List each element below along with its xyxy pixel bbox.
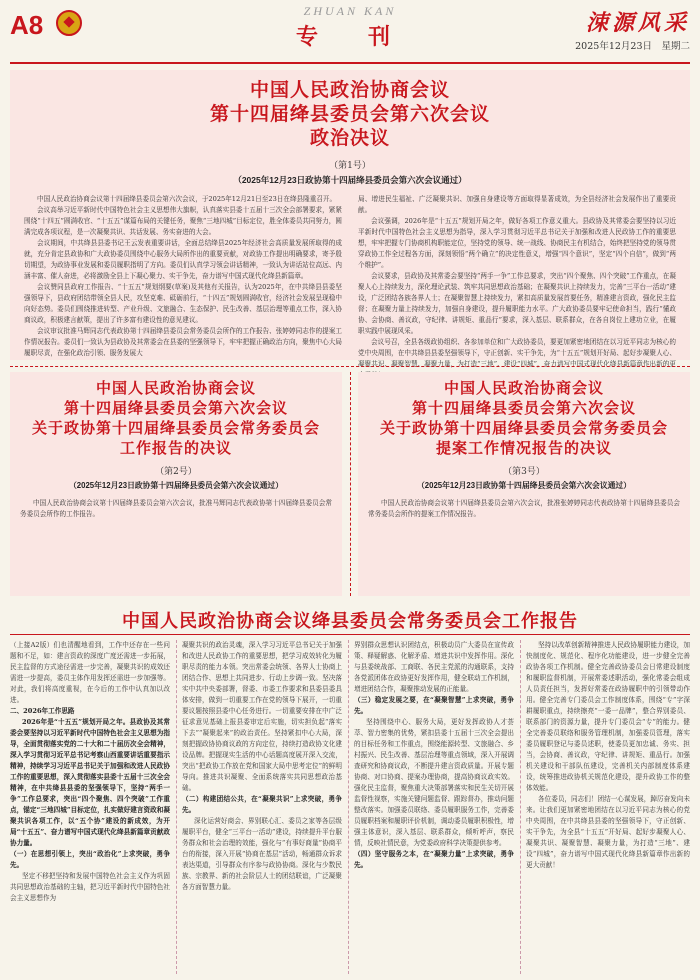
paragraph: 中国人民政治协商会议第十四届绛县委员会第六次会议，批准马辉同志代表政协第十四届绛县委员会常务委员会所作的工作报告。 bbox=[20, 499, 332, 518]
paragraph: 会议期间，中共绛县县委书记王云发表重要讲话，全面总结绛县2025年经济社会高质量发展所取得的成就，充分肯定县政协和广大政协委员围绕中心服务大局所作出的重要贡献，对政协工作提出明确要求，寄予殷切期望，为政协事业发展和委员履职指明了方向。委员们认真学习领会讲话精神，一致认为讲话站位高远、内涵丰富、催人奋进，必将激励全县上下凝心聚力、实干争先，奋力谱写中国式现代化绛县新篇章。 bbox=[24, 239, 342, 280]
cppcc-emblem-icon bbox=[56, 10, 82, 36]
resolution-2-title-line4: 工作报告的决议 bbox=[119, 439, 232, 457]
resolution-2-number: （第2号） bbox=[155, 467, 197, 477]
resolution-1-col-1 bbox=[24, 194, 342, 356]
masthead-rule bbox=[10, 62, 690, 64]
report-rule bbox=[10, 634, 690, 635]
report-col-3 bbox=[354, 640, 514, 974]
paragraph: 会议赞同县政府工作报告、“十五五”规划纲要(草案)及其他有关报告，认为2025年，在中共绛县县委坚强领导下，县政府团结带领全县人民，攻坚克难、砥砺前行，“十四五”规划圆满收官，经济社会发展呈现稳中向好态势。委员们围绕推进转型、产业升级、文旅融合、生态保护、民生改善、基层治理等重点工作，深入协商议政，积极建言献策，提出了许多富有建设性的意见建议。 bbox=[24, 283, 342, 324]
section-heading: （二）构建团结公共，在“凝聚共识”上求突破，勇争先。 bbox=[182, 795, 342, 814]
paragraph: 各位委员，同志们！团结一心谋发展，踔厉奋发向未来。让我们更加紧密地团结在以习近平同志为核心的党中央周围，在中共绛县县委的坚强领导下，守正创新、实干争先，为全县“十五五”开好局、起好步凝聚人心、凝聚共识、凝聚智慧、凝聚力量，为打造“三地”、建设“四城”，奋力谱写中国式现代化绛县新篇章作出新的更大贡献！ bbox=[526, 795, 690, 869]
resolution-3-title-line3: 关于政协第十四届绛县委员会常务委员会 bbox=[379, 419, 668, 437]
paragraph: 会议审议批准马辉同志代表政协第十四届绛县委员会常务委员会所作的工作报告、张婷婷同志作的提案工作情况报告。委员们一致认为县政协及其常委会在县委的坚强领导下，牢牢把握正确政治方向，聚焦中心大局履职尽责，在强化政治引领、服务发展大 bbox=[24, 327, 342, 357]
resolution-3-title-line1: 中国人民政治协商会议 bbox=[443, 379, 604, 397]
paragraph: 会议高举习近平新时代中国特色社会主义思想伟大旗帜，认真落实县委十五届十三次全会部署要求，紧紧围绕“十四五”圆满收官、“十五五”谋篇布局的关键任务，聚焦“三地四城”目标定位，胜全体委员共同努力，圆满完成各项议程，是一次凝聚共识、共话发展、务实奋进的大会。 bbox=[24, 206, 342, 236]
paragraph: 会议要求，县政协及其常委会要坚持“两手一争”工作总要求，突出“四个聚焦、四个突破”工作重点，在凝聚人心上持续发力，深化理论武装、筑牢共同思想政治基础；在凝聚共识上持续发力，完善“三平台一活动”建设，广泛团结各族各界人士；在凝聚智慧上持续发力，紧扣高质量发展首要任务，精准建言资政，强化民主监督；在凝聚力量上持续发力，加强自身建设，提升履职能力水平。广大政协委员要牢记使命担当，践行“懂政协、会协商、善议政，守纪律、讲规矩、重品行”要求，深入基层、联系群众，在各自岗位上建功立业，在履职实践中展现风采。 bbox=[358, 272, 676, 335]
resolution-3 bbox=[358, 372, 690, 596]
resolution-1-title-line1: 中国人民政治协商会议 bbox=[249, 79, 450, 101]
resolution-1-title-line3: 政治决议 bbox=[309, 127, 390, 149]
paragraph: 坚定不移把坚持和发展中国特色社会主义作为巩固共同思想政治基础的主轴，把习近平新时代中国特色社会主义思想作为 bbox=[10, 872, 170, 902]
resolution-3-title-line2: 第十四届绛县委员会第六次会议 bbox=[411, 399, 636, 417]
resolution-1-title-line2: 第十四届绛县委员会第六次会议 bbox=[209, 103, 490, 125]
column-divider bbox=[348, 640, 349, 974]
section-latin: ZHUAN KAN bbox=[303, 4, 397, 18]
paragraph: （上接A2版）们也清醒地看到，工作中还存在一些问题和不足，如：建言资政的深度广度还需进一步拓展，民主监督的方式途径需进一步完善，凝聚共识的成效还需进一步提高，委员主体作用发挥还需进一步加强等。对此，我们将高度重视，在今后的工作中认真加以改进。 bbox=[10, 641, 170, 704]
resolution-1-col-2 bbox=[358, 194, 676, 368]
paragraph: 凝聚共识的政治灵魂，深入学习习近平总书记关于加强和改进人民政协工作的重要思想，把学习成效转化为履职尽责的能力本领。突出常委会统领、各界人士协商上团结合作、思想上共同进步、行动上步调一致。坚决落实中共中央委部署，督委、市委工作要求和县委县委具体安排，做到一切重要工作在党的领导下展开，一切重要议题按照县委中心任务进行。一切重要安排在中广泛征求意见基础上报县委审定后实施，切实担负起“落实下去”“凝聚起来”的政治责任。坚持紧扣中心大局，深刻把握政协协商议政的方向定位，持续打造政协文化建设品牌。把握现实生活的中心话题高度展开深入交流，突出“把政协工作放在党和国家大局中思考定位”的鲜明导向。推进共识凝聚、全面系统落实共同思想政治基础。 bbox=[182, 641, 342, 792]
paragraph: 局、增进民生福祉、广泛凝聚共识、加强自身建设等方面取得显著成效，为全县经济社会发展作出了重要贡献。 bbox=[358, 195, 676, 214]
paragraph: 坚持以改革创新精神推进人民政协履职能力建设，加快制度化、规范化、程序化功能建设，进一步健全完善政协各项工作机制。健全完善政协委员会日常建设制度和履职监督机制，开展常委述职活动，强化常委会组成人员责任担当，发挥好常委在政协履职中的引领带动作用。健全完善专门委员会工作制度体系，围绕“专”字深耕履职重点，持续擦亮“一委一品牌”，整合界别委员、联系部门的资源力量，提升专门委员会“专”的能力。健全完善委员联络和服务管理机制，加强委员管理，落实委员履职登记与委员述职，使委员更加忠诚、务实、担当，会协商、善议政，守纪律、讲规矩、重品行。加强机关建设和干部队伍建设，完善机关内部制度体系建设，统筹推进政协机关规范化建设，提升政协工作的整体效能。 bbox=[526, 641, 690, 792]
report-col-1 bbox=[10, 640, 170, 974]
section-heading: 二、2026年工作思路 bbox=[10, 707, 75, 715]
column-divider bbox=[520, 640, 521, 974]
paragraph: 中国人民政治协商会议第十四届绛县委员会第六次会议，于2025年12月21日至23日在绛县隆重召开。 bbox=[37, 195, 337, 203]
resolution-2-body bbox=[20, 498, 332, 538]
column-divider bbox=[350, 372, 351, 596]
report-title: 中国人民政治协商会议绛县委员会常务委员会工作报告 bbox=[122, 611, 578, 632]
column-brand: 涑源风采 bbox=[585, 10, 690, 36]
masthead bbox=[10, 4, 690, 62]
resolution-1 bbox=[10, 70, 690, 368]
page-number: A8 bbox=[10, 10, 44, 40]
resolution-2-title-line3: 关于政协第十四届绛县委员会常务委员会 bbox=[31, 419, 320, 437]
resolution-3-title-line4: 提案工作情况报告的决议 bbox=[435, 439, 612, 457]
issue-date: 2025年12月23日 星期二 bbox=[575, 41, 690, 52]
resolution-3-body bbox=[368, 498, 680, 538]
paragraph: 会议号召，全县各级政协组织、各参加单位和广大政协委员，要更加紧密地团结在以习近平同志为核心的党中央周围，在中共绛县县委坚强领导下，守正创新、实干争先，为“十五五”规划开好局、起好步凝聚人心、凝聚共识、凝聚智慧、凝聚力量，为打造“三地”、建设“四城”，奋力谱写中国式现代化绛县新篇章作出新的更 bbox=[358, 338, 676, 368]
section-heading: （一）在思想引领上，突出“政治化”上求突破，勇争先。 bbox=[10, 850, 170, 869]
resolution-1-adopted: （2025年12月23日政协第十四届绛县委员会第六次会议通过） bbox=[233, 175, 467, 185]
resolution-3-adopted: （2025年12月23日政协第十四届绛县委员会第六次会议通过） bbox=[416, 481, 632, 490]
paragraph: 深化运营好商会、界别联心汇、委员之家等各层级履职平台，健全“三平台一活动”建设，持续提升平台服务群众和社会治理的效能，强化与“有事好商量”协商平台的衔接，深入开展“协商在基层”活动，畅通群众诉求表达渠道，引导群众有序参与政协协商。深化与少数民族、宗教界、新的社会阶层人士的团结联谊，广泛凝聚各方面智慧力量。 bbox=[182, 817, 342, 891]
paragraph: 界别群众思想认识团结点，积极动员广大委员在宣传政策、释疑解惑、化解矛盾、增进共识中发挥作用。深化与县委统战部、工商联、各民主党派的沟通联系，支持各党派团体在政协更好发挥作用，健全联动工作机制，增进团结合作，凝聚推动发展的正能量。 bbox=[354, 641, 514, 693]
resolution-2-adopted: （2025年12月23日政协第十四届绛县委员会第六次会议通过） bbox=[68, 481, 284, 490]
report-col-4 bbox=[526, 640, 690, 974]
section-divider bbox=[10, 366, 690, 367]
resolution-2 bbox=[10, 372, 342, 596]
resolution-2-title-line2: 第十四届绛县委员会第六次会议 bbox=[63, 399, 288, 417]
section-heading: （四）坚守服务之本，在“凝聚力量”上求突破，勇争先。 bbox=[354, 850, 514, 869]
resolution-2-title-line1: 中国人民政治协商会议 bbox=[95, 379, 256, 397]
resolution-1-number: （第1号） bbox=[329, 161, 371, 171]
paragraph: 坚持围绕中心、服务大局，更好发挥政协人才荟萃、智力密集的优势，紧扣县委十五届十三次全会提出的目标任务和工作重点，围绕能源转型、文旅融合、乡村振兴、民生改善、基层治理等重点领域，深入开展调查研究和协商议政，不断提升建言资政质量。开展专题协商、对口协商、提案办理协商，提高协商议政实效。强化民主监督，聚焦重大决策部署落实和民生关切开展监督性视察，实施关键问题监督、跟踪督办，推动问题整改落实。加强委员联络、委员履职服务工作，完善委员履职档案和履职评价机制，调动委员履职积极性，增强主体意识，深入基层、联系群众，倾听呼声，察民情，反映社情民意，为党委政府科学决策提供参考。 bbox=[354, 718, 514, 847]
paragraph: 中国人民政治协商会议第十四届绛县委员会第六次会议，批准张婷婷同志代表政协第十四届绛县委员会常务委员会所作的提案工作情况报告。 bbox=[368, 499, 680, 518]
report-col-2 bbox=[182, 640, 342, 974]
paragraph: 2026年是“十五五”规划开局之年。县政协及其常委会要坚持以习近平新时代中国特色社会主义思想为指导，全面贯彻落实党的二十大和二十届历次全会精神，深入学习贯彻习近平总书记考察山西重要讲话重要指示精神，持续学习习近平总书记关于加强和改进人民政协工作的重要思想，深入贯彻落实县委十五届十三次全会精神，在中共绛县县委的坚强领导下，坚持“两手一争”工作总要求，突出“四个聚焦、四个突破”工作重点，锚定“三地四城”目标定位，扎实做好建言资政和凝聚共识各项工作，以“五个协”建设的新成效，为开局“十五五”、奋力谱写中国式现代化绛县新篇章贡献政协力量。 bbox=[10, 718, 170, 847]
resolution-3-number: （第3号） bbox=[503, 467, 545, 477]
section-title: 专 刊 bbox=[295, 24, 404, 50]
paragraph: 会议强调，2026年是“十五五”规划开局之年，做好各项工作意义重大。县政协及其常委会要坚持以习近平新时代中国特色社会主义思想为指导，深入学习贯彻习近平总书记关于加强和改进人民政协工作的重要思想，牢牢把握专门协商机构职能定位，坚持党的领导、统一战线、协商民主有机结合，始终把坚持党的领导贯穿政协工作全过程各方面，深刻领悟“两个确立”的决定性意义，增强“四个意识”，坚定“四个自信”，做到“两个维护”。 bbox=[358, 217, 676, 269]
column-divider bbox=[176, 640, 177, 974]
section-heading: （三）稳定发展之要，在“凝聚智慧”上求突破，勇争先。 bbox=[354, 696, 514, 715]
